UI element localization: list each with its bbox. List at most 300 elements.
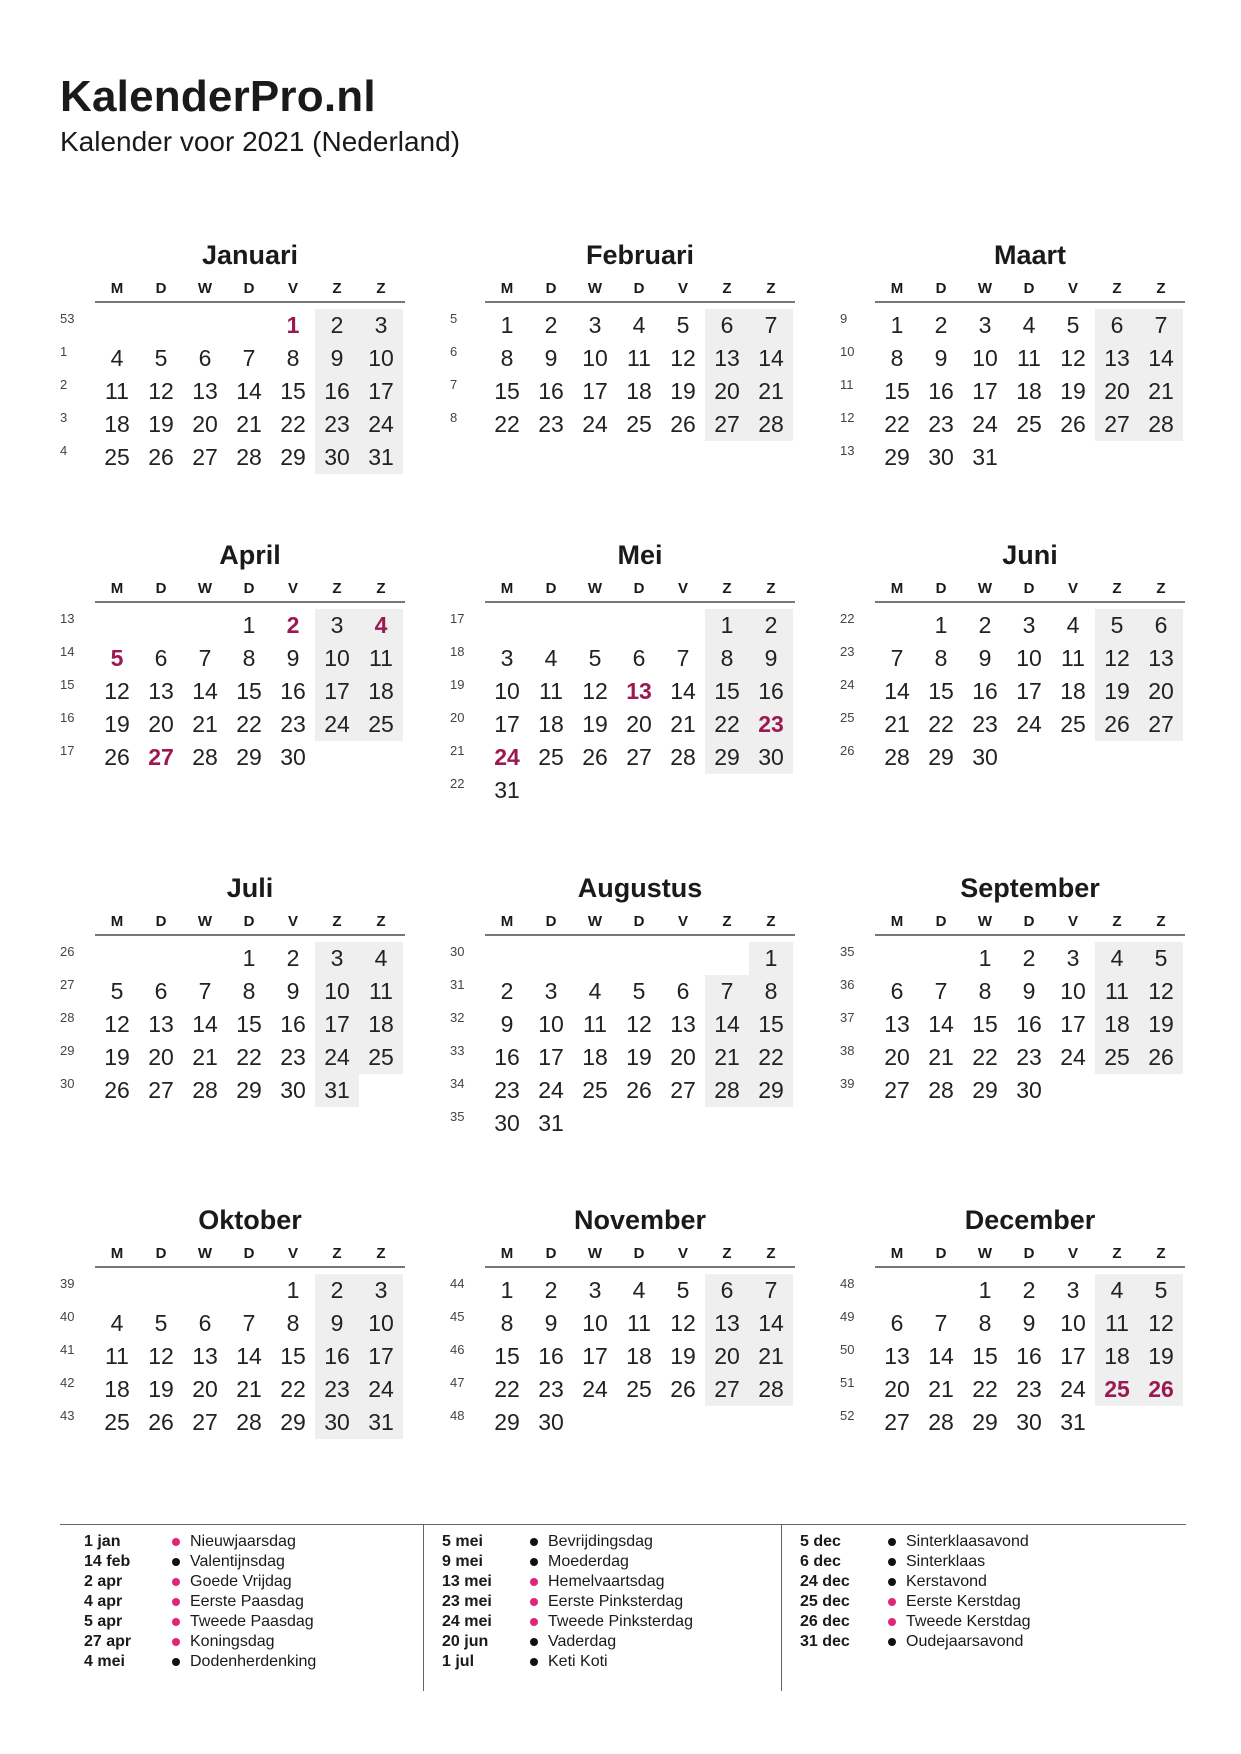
calendar-day: 10	[368, 1310, 394, 1336]
calendar-day: 29	[972, 1409, 998, 1435]
calendar-day: 14	[758, 1310, 784, 1336]
calendar-day: 4	[110, 1310, 124, 1336]
calendar-day: 4	[632, 1277, 646, 1303]
calendar-day: 7	[720, 978, 734, 1004]
calendar-day: 27	[1104, 411, 1130, 437]
calendar-day: 9	[500, 1011, 514, 1037]
weekday-header: M	[110, 580, 124, 597]
week-number: 13	[840, 443, 855, 458]
legend-name: Eerste Kerstdag	[906, 1593, 1021, 1610]
calendar-day: 15	[758, 1011, 784, 1037]
calendar-day: 1	[978, 1277, 992, 1303]
weekday-header: D	[545, 913, 557, 930]
calendar-day: 14	[236, 1343, 262, 1369]
weekday-header: Z	[332, 280, 342, 297]
calendar-day: 17	[538, 1044, 564, 1070]
legend-item	[800, 1552, 1140, 1572]
weekday-header: M	[500, 280, 514, 297]
legend-date: 1 jul	[442, 1653, 475, 1670]
weekday-header: D	[1023, 580, 1035, 597]
calendar-day: 27	[1148, 711, 1174, 737]
calendar-day: 13	[192, 1343, 218, 1369]
weekday-header: M	[500, 1245, 514, 1262]
calendar-day: 2	[544, 1277, 558, 1303]
legend-column-1	[84, 1532, 424, 1672]
calendar-day: 3	[330, 945, 344, 971]
weekday-header: W	[197, 1245, 213, 1262]
weekday-header: M	[500, 580, 514, 597]
calendar-day: 6	[720, 1277, 734, 1303]
weekday-header: D	[243, 1245, 255, 1262]
calendar-day: 16	[758, 678, 784, 704]
calendar-day: 2	[330, 1277, 344, 1303]
calendar-day: 6	[154, 645, 168, 671]
calendar-day: 8	[764, 978, 778, 1004]
week-number: 33	[450, 1043, 465, 1058]
calendar-day: 31	[494, 777, 520, 803]
calendar-day: 15	[280, 1343, 306, 1369]
calendar-day: 5	[110, 978, 124, 1004]
legend-item	[442, 1652, 782, 1672]
calendar-day: 11	[627, 1310, 651, 1336]
calendar-day: 12	[104, 678, 130, 704]
weekday-header: D	[633, 1245, 645, 1262]
calendar-day: 29	[884, 444, 910, 470]
calendar-day: 10	[972, 345, 998, 371]
week-number: 28	[60, 1010, 75, 1025]
weekday-header: Z	[1156, 280, 1166, 297]
holiday-dot-icon	[888, 1618, 896, 1626]
calendar-day: 18	[538, 711, 564, 737]
calendar-day: 1	[286, 1277, 300, 1303]
calendar-day: 5	[1154, 1277, 1168, 1303]
month-name: Juni	[1002, 540, 1058, 570]
weekday-header: D	[935, 280, 947, 297]
legend-name: Sinterklaas	[906, 1553, 986, 1570]
calendar-day: 2	[544, 312, 558, 338]
legend-name: Kerstavond	[906, 1573, 987, 1590]
calendar-day: 7	[198, 645, 212, 671]
legend-name: Nieuwjaarsdag	[190, 1533, 296, 1550]
site-brand-title: KalenderPro.nl	[60, 72, 376, 121]
calendar-day: 30	[1016, 1077, 1042, 1103]
calendar-day: 2	[1022, 1277, 1036, 1303]
calendar-day: 18	[1060, 678, 1086, 704]
calendar-day: 23	[324, 1376, 350, 1402]
legend-name: Tweede Kerstdag	[906, 1613, 1031, 1630]
legend-name: Hemelvaartsdag	[548, 1573, 665, 1590]
weekday-header: D	[935, 913, 947, 930]
week-number: 38	[840, 1043, 855, 1058]
legend-date: 4 mei	[84, 1653, 125, 1670]
calendar-day: 14	[192, 1011, 218, 1037]
weekday-header: Z	[1156, 913, 1166, 930]
week-number: 1	[60, 344, 68, 359]
calendar-day: 24	[1016, 711, 1042, 737]
calendar-day: 22	[494, 1376, 520, 1402]
week-number: 43	[60, 1408, 75, 1423]
week-number: 18	[450, 644, 465, 659]
week-number: 25	[840, 710, 855, 725]
week-number: 4	[60, 443, 68, 458]
calendar-day: 11	[369, 978, 393, 1004]
week-number: 19	[450, 677, 465, 692]
calendar-day: 6	[676, 978, 690, 1004]
header-divider	[485, 301, 795, 303]
legend-name: Koningsdag	[190, 1633, 275, 1650]
legend-date: 23 mei	[442, 1593, 492, 1610]
calendar-day: 1	[890, 312, 904, 338]
calendar-day: 22	[236, 711, 262, 737]
weekday-header: W	[587, 580, 603, 597]
calendar-day: 18	[1016, 378, 1042, 404]
legend-date: 24 dec	[800, 1573, 850, 1590]
calendar-day: 19	[1060, 378, 1086, 404]
calendar-day: 6	[1110, 312, 1124, 338]
weekday-header: V	[677, 913, 688, 930]
legend-date: 4 apr	[84, 1593, 123, 1610]
calendar-day: 24	[368, 411, 394, 437]
legend-item	[800, 1532, 1140, 1552]
month-block	[450, 240, 795, 500]
calendar-day: 25	[104, 1409, 130, 1435]
calendar-day: 23	[280, 711, 306, 737]
calendar-day: 15	[236, 1011, 262, 1037]
week-number: 44	[450, 1276, 465, 1291]
calendar-day: 23	[280, 1044, 306, 1070]
calendar-day: 16	[538, 378, 564, 404]
calendar-day: 29	[236, 744, 262, 770]
week-number: 34	[450, 1076, 465, 1091]
calendar-day: 16	[280, 1011, 306, 1037]
week-number: 52	[840, 1408, 855, 1423]
calendar-day: 24	[1060, 1044, 1086, 1070]
calendar-day: 3	[544, 978, 558, 1004]
legend-item	[84, 1532, 424, 1552]
weekday-header: D	[545, 580, 557, 597]
holiday-dot-icon	[172, 1618, 180, 1626]
calendar-day: 29	[928, 744, 954, 770]
week-number: 36	[840, 977, 855, 992]
calendar-day: 20	[148, 711, 174, 737]
week-number: 15	[60, 677, 75, 692]
legend-item	[442, 1612, 782, 1632]
weekday-header: W	[197, 280, 213, 297]
week-number: 26	[840, 743, 855, 758]
weekday-header: Z	[1156, 1245, 1166, 1262]
calendar-day: 7	[934, 1310, 948, 1336]
calendar-day: 17	[972, 378, 998, 404]
calendar-day: 26	[1148, 1044, 1174, 1070]
week-number: 39	[840, 1076, 855, 1091]
calendar-day: 25	[1104, 1044, 1130, 1070]
calendar-day: 11	[627, 345, 651, 371]
legend-item	[84, 1572, 424, 1592]
calendar-day: 30	[280, 1077, 306, 1103]
holiday-dot-icon	[172, 1538, 180, 1546]
calendar-day: 19	[670, 1343, 696, 1369]
calendar-day: 23	[494, 1077, 520, 1103]
calendar-day: 3	[1066, 945, 1080, 971]
calendar-day: 13	[670, 1011, 696, 1037]
calendar-day: 6	[198, 345, 212, 371]
holiday-dot-icon	[888, 1598, 896, 1606]
calendar-day: 16	[324, 378, 350, 404]
calendar-day: 5	[676, 1277, 690, 1303]
calendar-day: 3	[588, 312, 602, 338]
weekday-header: V	[1067, 580, 1078, 597]
calendar-day: 8	[500, 1310, 514, 1336]
weekday-header: V	[677, 280, 688, 297]
holiday-date: 26	[1148, 1376, 1174, 1402]
calendar-day: 25	[104, 444, 130, 470]
legend-name: Goede Vrijdag	[190, 1573, 292, 1590]
calendar-day: 9	[544, 345, 558, 371]
week-number: 27	[60, 977, 75, 992]
calendar-day: 20	[192, 411, 218, 437]
holiday-dot-icon	[172, 1598, 180, 1606]
calendar-day: 8	[286, 1310, 300, 1336]
calendar-day: 22	[884, 411, 910, 437]
calendar-day: 21	[884, 711, 910, 737]
calendar-day: 25	[626, 1376, 652, 1402]
legend-name: Moederdag	[548, 1553, 629, 1570]
calendar-day: 12	[670, 1310, 696, 1336]
legend-item	[442, 1632, 782, 1652]
calendar-day: 11	[1105, 1310, 1129, 1336]
calendar-day: 16	[1016, 1343, 1042, 1369]
calendar-day: 26	[626, 1077, 652, 1103]
calendar-day: 20	[884, 1044, 910, 1070]
legend-date: 5 mei	[442, 1533, 483, 1550]
calendar-day: 21	[236, 1376, 262, 1402]
weekday-header: V	[287, 1245, 298, 1262]
calendar-day: 15	[972, 1011, 998, 1037]
calendar-day: 22	[280, 1376, 306, 1402]
header-divider	[95, 301, 405, 303]
calendar-day: 30	[758, 744, 784, 770]
header-divider	[95, 934, 405, 936]
calendar-day: 25	[1060, 711, 1086, 737]
calendar-day: 25	[368, 1044, 394, 1070]
weekday-header: M	[890, 580, 904, 597]
weekday-header: Z	[332, 580, 342, 597]
legend-date: 25 dec	[800, 1593, 850, 1610]
calendar-day: 27	[714, 411, 740, 437]
calendar-day: 27	[884, 1077, 910, 1103]
calendar-day: 27	[148, 1077, 174, 1103]
legend-item	[84, 1592, 424, 1612]
month-name: November	[573, 1205, 707, 1235]
legend-date: 26 dec	[800, 1613, 850, 1630]
calendar-day: 18	[582, 1044, 608, 1070]
week-number: 26	[60, 944, 75, 959]
weekday-header: W	[587, 1245, 603, 1262]
calendar-day: 12	[1148, 1310, 1174, 1336]
calendar-day: 3	[978, 312, 992, 338]
calendar-day: 14	[714, 1011, 740, 1037]
weekday-header: Z	[332, 913, 342, 930]
weekday-header: D	[1023, 280, 1035, 297]
weekday-header: Z	[376, 280, 386, 297]
calendar-day: 7	[242, 345, 256, 371]
calendar-day: 8	[890, 345, 904, 371]
calendar-day: 17	[1060, 1011, 1086, 1037]
weekday-header: V	[1067, 913, 1078, 930]
week-number: 13	[60, 611, 75, 626]
weekday-header: V	[1067, 1245, 1078, 1262]
calendar-day: 18	[104, 1376, 130, 1402]
event-dot-icon	[888, 1578, 896, 1586]
weekday-header: W	[977, 1245, 993, 1262]
weekday-header: Z	[766, 1245, 776, 1262]
legend-date: 2 apr	[84, 1573, 123, 1590]
calendar-day: 22	[714, 711, 740, 737]
calendar-day: 6	[720, 312, 734, 338]
calendar-day: 12	[1060, 345, 1086, 371]
week-number: 14	[60, 644, 75, 659]
weekday-header: D	[935, 1245, 947, 1262]
calendar-day: 1	[500, 312, 514, 338]
legend-item	[442, 1592, 782, 1612]
weekday-header: M	[110, 280, 124, 297]
calendar-day: 8	[978, 1310, 992, 1336]
calendar-day: 20	[1104, 378, 1130, 404]
calendar-day: 21	[192, 1044, 218, 1070]
weekday-header: D	[243, 913, 255, 930]
week-number: 51	[840, 1375, 855, 1390]
calendar-day: 21	[758, 378, 784, 404]
holiday-dot-icon	[530, 1618, 538, 1626]
weekday-header: M	[110, 913, 124, 930]
legend-item	[84, 1632, 424, 1652]
calendar-day: 19	[1148, 1011, 1174, 1037]
month-block	[840, 873, 1185, 1133]
calendar-day: 24	[324, 711, 350, 737]
weekday-header: Z	[766, 913, 776, 930]
calendar-day: 19	[670, 378, 696, 404]
calendar-day: 17	[582, 1343, 608, 1369]
calendar-day: 29	[972, 1077, 998, 1103]
calendar-day: 14	[670, 678, 696, 704]
legend-top-divider	[60, 1524, 1186, 1525]
calendar-day: 12	[148, 378, 174, 404]
calendar-day: 26	[670, 1376, 696, 1402]
weekday-header: Z	[722, 913, 732, 930]
week-number: 49	[840, 1309, 855, 1324]
weekday-header: D	[633, 580, 645, 597]
calendar-day: 23	[928, 411, 954, 437]
month-block	[450, 540, 795, 803]
month-block	[840, 1205, 1185, 1465]
header-divider	[485, 601, 795, 603]
calendar-day: 27	[192, 1409, 218, 1435]
calendar-day: 19	[104, 711, 130, 737]
weekday-header: Z	[1112, 913, 1122, 930]
calendar-day: 15	[494, 378, 520, 404]
calendar-day: 21	[928, 1044, 954, 1070]
calendar-day: 3	[1066, 1277, 1080, 1303]
calendar-day: 11	[539, 678, 563, 704]
week-number: 20	[450, 710, 465, 725]
calendar-day: 28	[192, 744, 218, 770]
calendar-day: 13	[884, 1011, 910, 1037]
calendar-day: 25	[368, 711, 394, 737]
calendar-day: 31	[368, 444, 394, 470]
weekday-header: V	[1067, 280, 1078, 297]
calendar-day: 16	[928, 378, 954, 404]
week-number: 22	[450, 776, 465, 791]
calendar-day: 28	[236, 1409, 262, 1435]
calendar-day: 9	[934, 345, 948, 371]
weekday-header: Z	[1112, 1245, 1122, 1262]
holiday-dot-icon	[172, 1638, 180, 1646]
weekday-header: Z	[332, 1245, 342, 1262]
calendar-day: 18	[626, 378, 652, 404]
calendar-day: 14	[884, 678, 910, 704]
weekday-header: V	[677, 580, 688, 597]
calendar-day: 4	[1110, 945, 1124, 971]
calendar-day: 30	[324, 1409, 350, 1435]
calendar-day: 20	[714, 1343, 740, 1369]
week-number: 47	[450, 1375, 465, 1390]
calendar-day: 22	[928, 711, 954, 737]
calendar-day: 19	[582, 711, 608, 737]
calendar-day: 13	[714, 345, 740, 371]
weekday-header: W	[197, 580, 213, 597]
legend-item	[84, 1612, 424, 1632]
calendar-day: 30	[280, 744, 306, 770]
header-divider	[485, 1266, 795, 1268]
calendar-day: 14	[192, 678, 218, 704]
calendar-day: 25	[582, 1077, 608, 1103]
weekday-header: V	[287, 280, 298, 297]
weekday-header: W	[587, 913, 603, 930]
calendar-day: 18	[1104, 1011, 1130, 1037]
week-number: 24	[840, 677, 855, 692]
calendar-day: 10	[494, 678, 520, 704]
calendar-day: 21	[928, 1376, 954, 1402]
month-block	[450, 873, 795, 1136]
weekday-header: W	[197, 913, 213, 930]
calendar-day: 23	[538, 1376, 564, 1402]
calendar-day: 26	[104, 1077, 130, 1103]
legend-name: Bevrijdingsdag	[548, 1533, 653, 1550]
weekday-header: M	[890, 280, 904, 297]
calendar-day: 31	[1060, 1409, 1086, 1435]
calendar-day: 12	[670, 345, 696, 371]
calendar-day: 29	[758, 1077, 784, 1103]
weekday-header: D	[545, 280, 557, 297]
calendar-day: 22	[972, 1376, 998, 1402]
legend-name: Vaderdag	[548, 1633, 617, 1650]
event-dot-icon	[530, 1558, 538, 1566]
header-divider	[95, 1266, 405, 1268]
calendar-day: 7	[1154, 312, 1168, 338]
calendar-day: 18	[368, 678, 394, 704]
weekday-header: M	[890, 1245, 904, 1262]
calendar-day: 28	[1148, 411, 1174, 437]
holiday-date: 5	[110, 645, 124, 671]
calendar-day: 4	[1066, 612, 1080, 638]
calendar-day: 13	[714, 1310, 740, 1336]
calendar-day: 5	[1110, 612, 1124, 638]
calendar-day: 11	[1017, 345, 1041, 371]
weekday-header: Z	[376, 1245, 386, 1262]
calendar-day: 30	[928, 444, 954, 470]
calendar-day: 2	[764, 612, 778, 638]
calendar-day: 12	[1148, 978, 1174, 1004]
